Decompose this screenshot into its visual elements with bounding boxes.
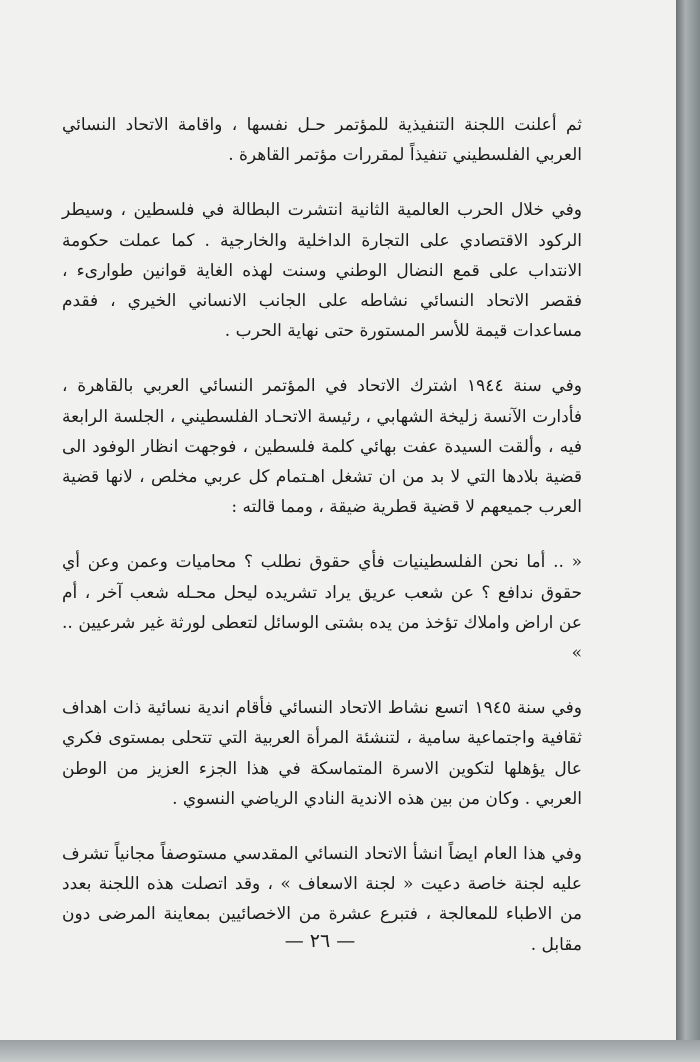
page-bottom-edge bbox=[0, 1040, 700, 1062]
paragraph-6: وفي هذا العام ايضاً انشأ الاتحاد النسائي المقدسي مستوصفاً مجانياً تشرف عليه لجنة خاصة دعيت « لجنة الاسعاف » ، وقد اتصلت هذه اللجنة بعدد من الاطباء للمعالجة ، فتبرع عشرة من الاخصائيين بمعاينة المرضى دون مقابل . bbox=[62, 844, 582, 955]
paragraph-3: وفي سنة ١٩٤٤ اشترك الاتحاد في المؤتمر النسائي العربي بالقاهرة ، فأدارت الآنسة زليخة الشهابي ، رئيسة الاتحـاد الفلسطيني ، الجلسة الرابعة فيه ، وألقت السيدة عفت بهائي كلمة فلسطين ، فوجهت انظار الوفود الى قضية بلادها التي لا بد من ان تشغل اهـتمام كل عربي مخلص ، لانها قضية العرب جميعهم لا قضية قطرية ضيقة ، ومما قالته : bbox=[62, 376, 582, 518]
book-spine-edge bbox=[676, 0, 700, 1062]
paragraph-4-quote: « .. أما نحن الفلسطينيات فأي حقوق نطلب ؟ محاميات وعمن وعن أي حقوق ندافع ؟ عن شعب عريق يراد تشريده ليحل محـله شعب آخر ، أم عن اراض واملاك تؤخذ من يده بشتى الوسائل لتعطى لورثة غير شرعيين .. » bbox=[62, 552, 582, 664]
paragraph-2: وفي خلال الحرب العالمية الثانية انتشرت البطالة في فلسطين ، وسيطر الركود الاقتصادي على التجارة الداخلية والخارجية . كما عملت حكومة الانتداب على قمع النضال الوطني وسنت لهذه الغاية قوانين طوارىء ، فقصر الاتحاد النسائي نشاطه على الجانب الانساني الخيري ، فقدم مساعدات قيمة للأسر المستورة حتى نهاية الحرب . bbox=[62, 200, 582, 342]
paragraph-5: وفي سنة ١٩٤٥ اتسع نشاط الاتحاد النسائي فأقام اندية نسائية ذات اهداف ثقافية واجتماعية سامية ، لتنشئة المرأة العربية التي تتحلى بمستوى فكري عال يؤهلها لتكوين الاسرة المتماسكة في هذا الجزء العزيز من الوطن العربي . وكان من بين هذه الاندية النادي الرياضي النسوي . bbox=[62, 698, 582, 809]
page-number: — ٢٦ — bbox=[284, 930, 356, 952]
paragraph-1: ثم أعلنت اللجنة التنفيذية للمؤتمر حـل نفسها ، واقامة الاتحاد النسائي العربي الفلسطيني تنفيذاً لمقررات مؤتمر القاهرة . bbox=[62, 115, 582, 166]
body-text bbox=[62, 110, 582, 985]
